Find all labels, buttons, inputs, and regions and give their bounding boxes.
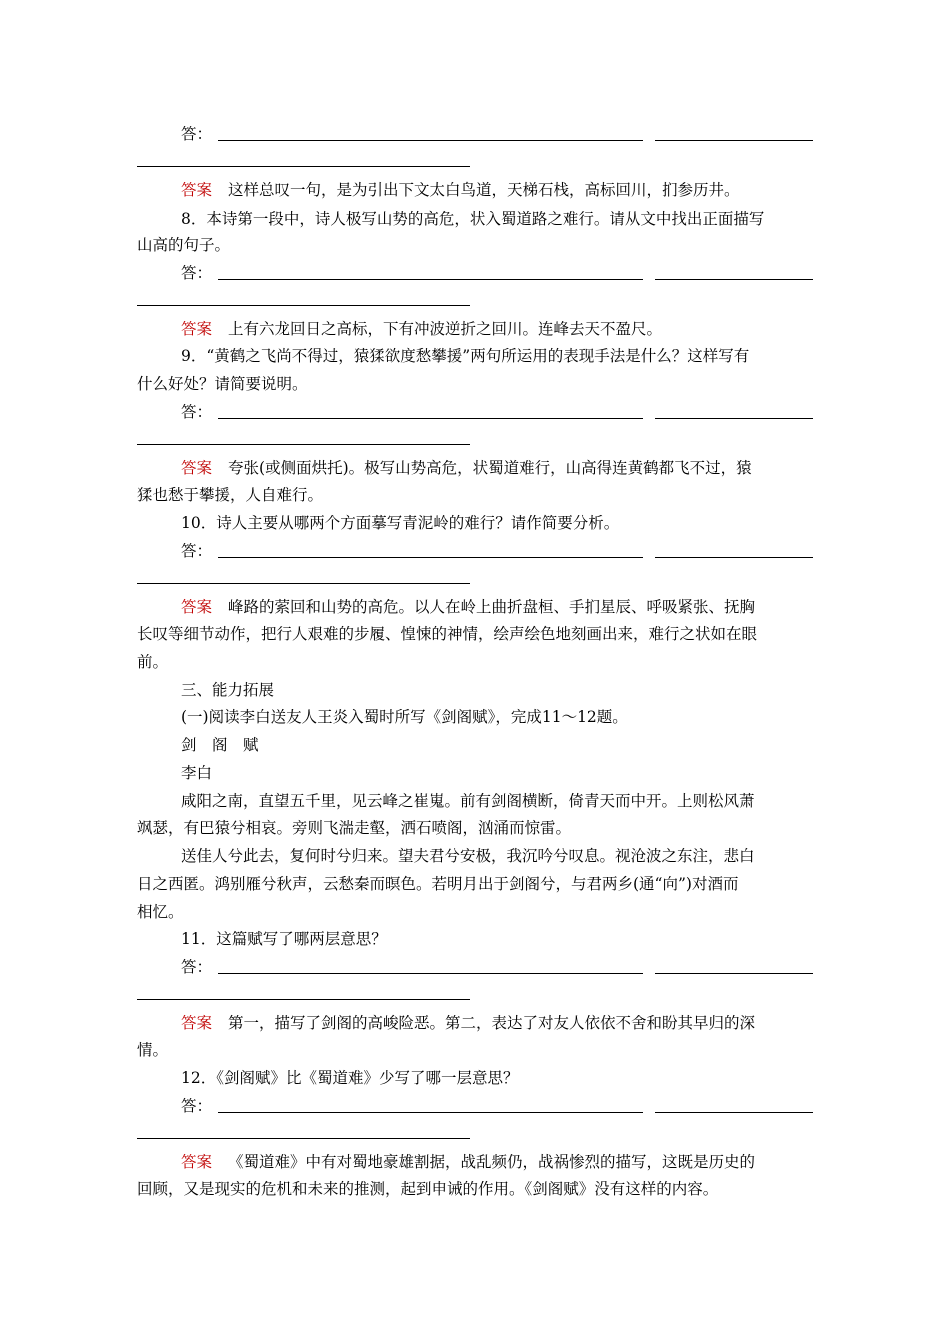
answer-blank-line[interactable] [218,557,643,558]
answer-blank-line[interactable] [655,418,813,419]
answer-blank-line[interactable] [655,279,813,280]
answer-tag: 答案 [181,1153,213,1171]
question-12: 12．《剑阁赋》比《蜀道难》少写了哪一层意思？ [181,1069,519,1087]
answer-blank-line[interactable] [137,1138,470,1139]
poem-paragraph-1-line-1: 咸阳之南，直望五千里，见云峰之崔嵬。前有剑阁横断，倚青天而中开。上则松风萧 [181,792,755,810]
poem-paragraph-2-line-1: 送佳人兮此去，复何时兮归来。望夫君兮安极，我沉吟兮叹息。视沧波之东注，悲白 [181,847,755,865]
answer-label: 答： [181,958,213,976]
answer-tag: 答案 [181,1014,213,1032]
answer-10-line-1: 答案 峰路的萦回和山势的高危。以人在岭上曲折盘桓、手扪星辰、呼吸紧张、抚胸 [181,598,756,616]
answer-blank-line[interactable] [218,1112,643,1113]
answer-blank-line[interactable] [655,1112,813,1113]
answer-label: 答： [181,403,213,421]
question-9-line-1: 9．“黄鹤之飞尚不得过，猿猱欲度愁攀援”两句所运用的表现手法是什么？这样写有 [181,347,750,365]
poem-paragraph-2-line-3: 相忆。 [137,903,184,921]
answer-blank-line[interactable] [655,557,813,558]
answer-8: 答案 上有六龙回日之高标，下有冲波逆折之回川。连峰去天不盈尺。 [181,320,663,338]
answer-blank-line[interactable] [218,140,643,141]
poem-title: 剑 阁 赋 [181,736,259,754]
answer-blank-line[interactable] [218,418,643,419]
answer-blank-line[interactable] [137,305,470,306]
answer-9-line-1: 答案 夸张(或侧面烘托)。极写山势高危，状蜀道难行，山高得连黄鹤都飞不过，猿 [181,459,752,477]
answer-label: 答： [181,264,213,282]
answer-blank-line[interactable] [655,140,813,141]
question-10: 10．诗人主要从哪两个方面摹写青泥岭的难行？请作简要分析。 [181,514,620,532]
answer-label: 答： [181,1097,213,1115]
question-8-line-2: 山高的句子。 [137,236,231,254]
answer-blank-line[interactable] [137,583,470,584]
answer-label: 答： [181,542,213,560]
answer-10-line-2: 长叹等细节动作，把行人艰难的步履、惶悚的神情，绘声绘色地刻画出来，难行之状如在眼 [137,625,758,643]
answer-7: 答案 这样总叹一句，是为引出下文太白鸟道，天梯石栈，高标回川，扪参历井。 [181,181,740,199]
section-heading: 三、能力拓展 [181,681,275,699]
question-8-line-1: 8．本诗第一段中，诗人极写山势的高危，状入蜀道路之难行。请从文中找出正面描写 [181,210,765,228]
answer-10-line-3: 前。 [137,653,169,671]
answer-tag: 答案 [181,181,213,199]
answer-9-line-2: 猱也愁于攀援，人自难行。 [137,486,324,504]
answer-blank-line[interactable] [137,166,470,167]
poem-author: 李白 [181,764,213,782]
answer-tag: 答案 [181,320,213,338]
answer-11-line-2: 情。 [137,1041,169,1059]
answer-11-line-1: 答案 第一，描写了剑阁的高峻险恶。第二，表达了对友人依依不舍和盼其早归的深 [181,1014,756,1032]
answer-12-line-2: 回顾，又是现实的危机和未来的推测，起到申诫的作用。《剑阁赋》没有这样的内容。 [137,1180,719,1198]
answer-blank-line[interactable] [218,279,643,280]
answer-blank-line[interactable] [137,444,470,445]
answer-blank-line[interactable] [137,999,470,1000]
answer-label: 答： [181,125,213,143]
answer-blank-line[interactable] [218,973,643,974]
answer-blank-line[interactable] [655,973,813,974]
answer-12-line-1: 答案 《蜀道难》中有对蜀地豪雄割据，战乱频仍，战祸惨烈的描写，这既是历史的 [181,1153,756,1171]
poem-paragraph-2-line-2: 日之西匿。鸿别雁兮秋声，云愁秦而暝色。若明月出于剑阁兮，与君两乡(通“向”)对酒而 [137,875,739,893]
question-9-line-2: 什么好处？请简要说明。 [137,375,308,393]
answer-tag: 答案 [181,459,213,477]
poem-paragraph-1-line-2: 飒瑟，有巴猿兮相哀。旁则飞湍走壑，洒石喷阁，汹涌而惊雷。 [137,819,572,837]
answer-tag: 答案 [181,598,213,616]
question-11: 11．这篇赋写了哪两层意思？ [181,930,387,948]
reading-intro: (一)阅读李白送友人王炎入蜀时所写《剑阁赋》，完成11～12题。 [181,708,628,726]
